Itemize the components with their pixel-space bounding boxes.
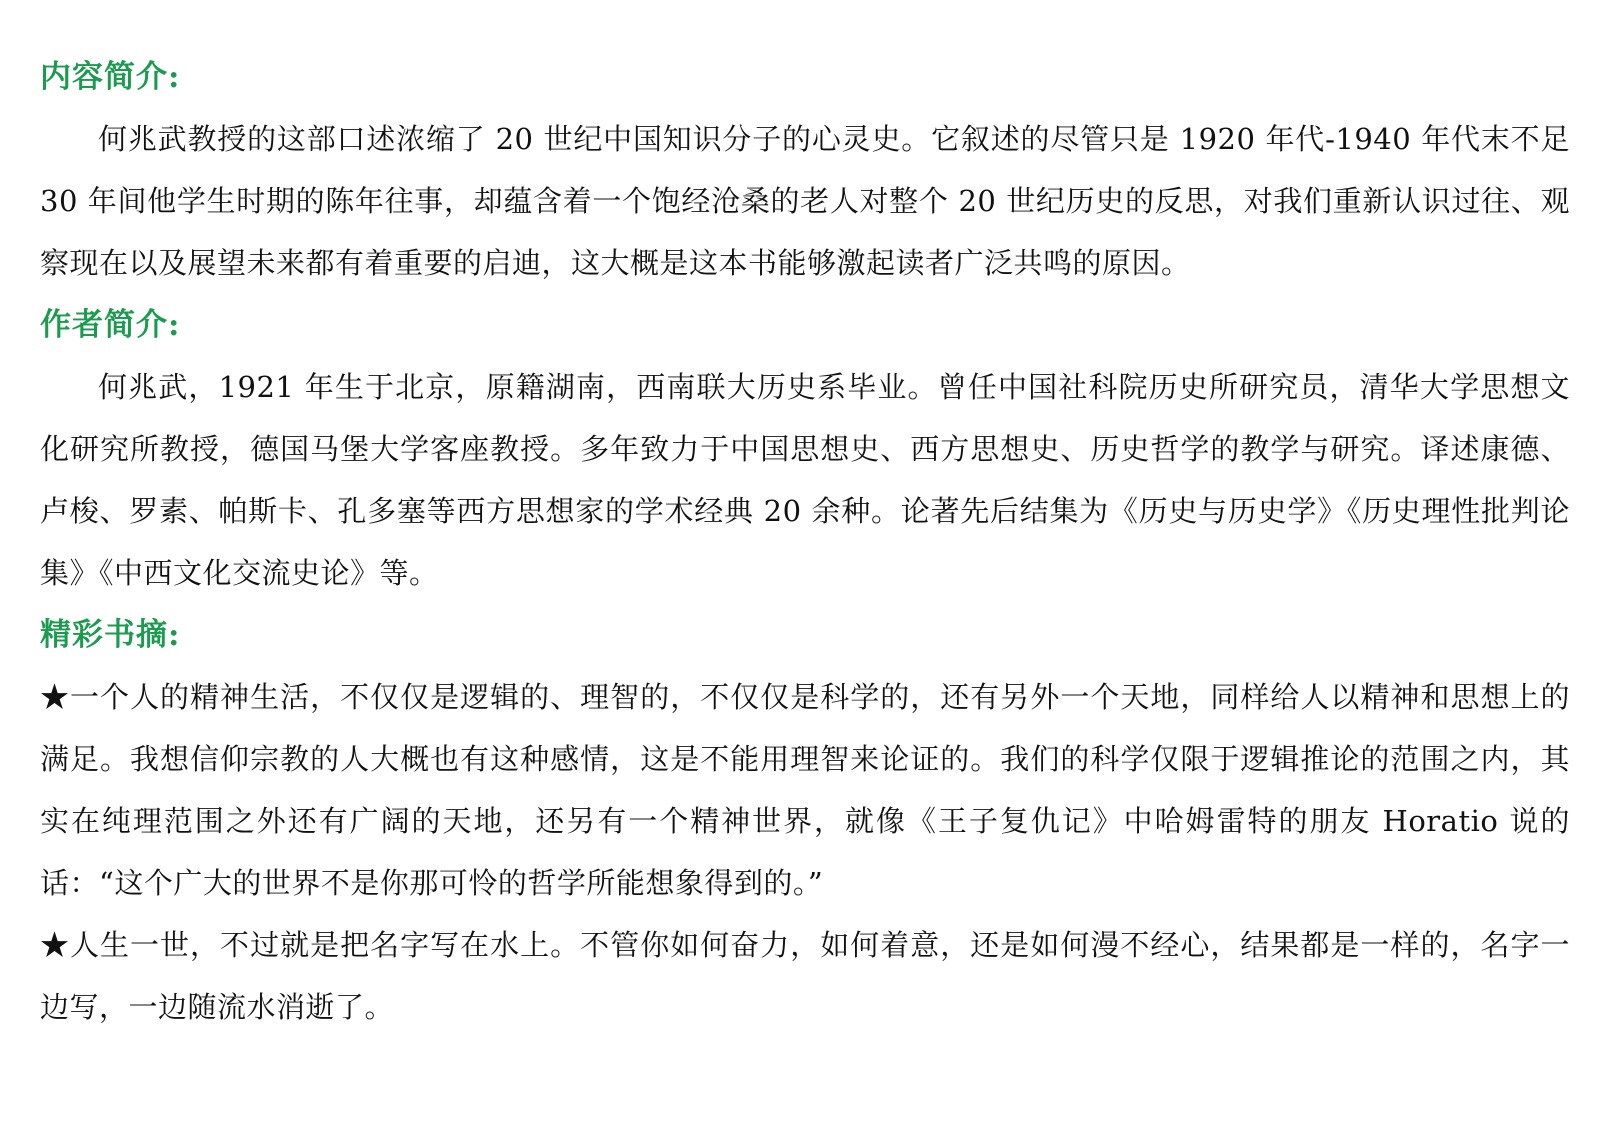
author-heading: 作者简介:	[40, 307, 181, 343]
author-text: 何兆武，1921 年生于北京，原籍湖南，西南联大历史系毕业。曾任中国社科院历史所研究员，清华大学思想文化研究所教授，德国马堡大学客座教授。多年致力于中国思想史、西方思想史、历史哲学的教学与研究。译述康德、卢梭、罗素、帕斯卡、孔多塞等西方思想家的学术经典 20 余种。论著先后结集为《历史与历史学》《历史理性批判论集》《中西文化交流史论》等。	[40, 370, 1570, 590]
summary-heading: 内容简介:	[40, 59, 181, 95]
excerpts-heading: 精彩书摘:	[40, 617, 181, 653]
excerpt-item-1: ★一个人的精神生活，不仅仅是逻辑的、理智的，不仅仅是科学的，还有另外一个天地，同样给人以精神和思想上的满足。我想信仰宗教的人大概也有这种感情，这是不能用理智来论证的。我们的科学仅限于逻辑推论的范围之内，其实在纯理范围之外还有广阔的天地，还另有一个精神世界，就像《王子复仇记》中哈姆雷特的朋友 Horatio 说的话：“这个广大的世界不是你那可怜的哲学所能想象得到的。”	[40, 680, 1570, 900]
book-intro-page	[40, 46, 1570, 1038]
summary-text: 何兆武教授的这部口述浓缩了 20 世纪中国知识分子的心灵史。它叙述的尽管只是 1920 年代-1940 年代末不足 30 年间他学生时期的陈年往事，却蕴含着一个饱经沧桑的老人对整个 20 世纪历史的反思，对我们重新认识过往、观察现在以及展望未来都有着重要的启迪，这大概是这本书能够激起读者广泛共鸣的原因。	[40, 122, 1570, 280]
excerpt-item-2: ★人生一世，不过就是把名字写在水上。不管你如何奋力，如何着意，还是如何漫不经心，结果都是一样的，名字一边写，一边随流水消逝了。	[40, 928, 1570, 1024]
